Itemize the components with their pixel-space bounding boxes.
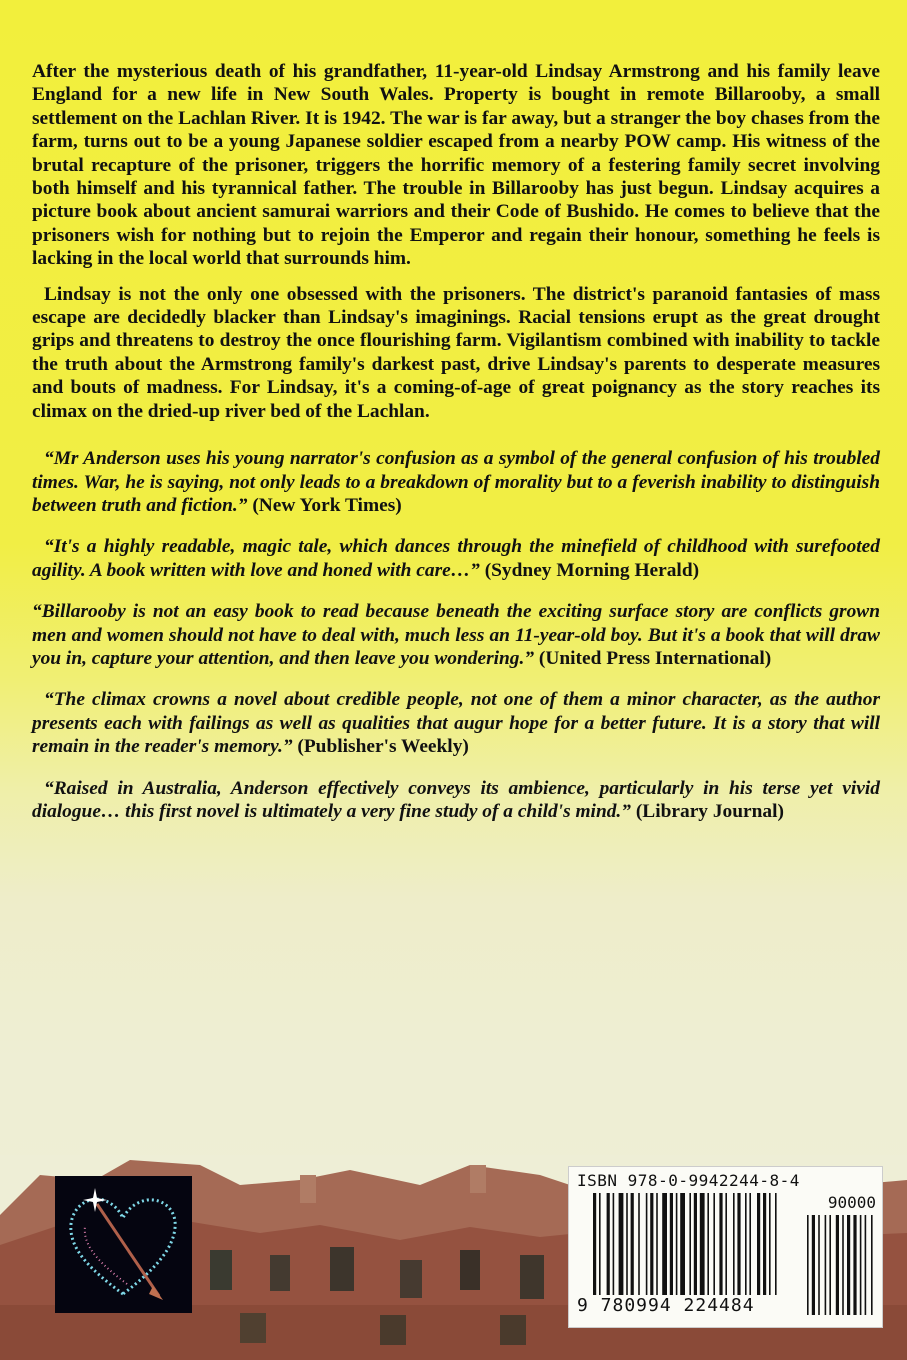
- barcode-bar: [719, 1193, 722, 1295]
- barcode-bar: [680, 1193, 685, 1295]
- barcode-bar: [619, 1193, 624, 1295]
- addon-bar: [871, 1215, 873, 1315]
- review-sydney-morning-herald: [32, 535, 880, 582]
- review-quote: “The climax crowns a novel about credible people, not one of them a minor character, as the author presents each with failings as well as qualities that augur hope for a better future. It is a story that will remain in the reader's memory.”: [32, 689, 880, 758]
- barcode-bar: [749, 1193, 751, 1295]
- barcode-bar: [631, 1193, 634, 1295]
- barcode-bar: [656, 1193, 658, 1295]
- barcode-bar: [638, 1193, 640, 1295]
- blurb-paragraph-1: After the mysterious death of his grandfather, 11-year-old Lindsay Armstrong and his family leave England for a new life in New South Wales. Property is bought in remote Billarooby, a small settlement on the Lachlan River. It is 1942. The war is far away, but a stranger the boy chases from the farm, turns out to be a young Japanese soldier escaped from a nearby POW camp. His witness of the brutal recapture of the prisoner, triggers the horrific memory of a festering family secret involving both himself and his tyrannical father. The trouble in Billarooby has just begun. Lindsay acquires a picture book about ancient samurai warriors and their Code of Bushido. He comes to believe that the prisoners wish for nothing but to rejoin the Emperor and regain their honour, something he feels is lacking in the local world that surrounds him.: [32, 61, 880, 270]
- addon-bar: [829, 1215, 831, 1315]
- barcode-bar: [613, 1193, 615, 1295]
- barcode-bar: [646, 1193, 648, 1295]
- back-cover-text: [32, 60, 880, 823]
- barcode-bar: [670, 1193, 673, 1295]
- barcode-bar: [775, 1193, 777, 1295]
- review-source: (Publisher's Weekly): [297, 736, 469, 758]
- addon-bar: [842, 1215, 844, 1315]
- barcode-bar: [626, 1193, 628, 1295]
- barcode-bar: [769, 1193, 771, 1295]
- barcode-bar: [737, 1193, 740, 1295]
- addon-bar: [825, 1215, 827, 1315]
- review-source: (Sydney Morning Herald): [484, 559, 700, 581]
- barcode-bar: [607, 1193, 610, 1295]
- addon-bar: [847, 1215, 850, 1315]
- review-source: (Library Journal): [635, 800, 784, 822]
- addon-bar: [860, 1215, 862, 1315]
- addon-bar: [818, 1215, 820, 1315]
- barcode-bar: [650, 1193, 653, 1295]
- barcode-panel: [568, 1166, 883, 1328]
- ean-number: 9 780994 224484: [577, 1295, 755, 1316]
- addon-bar: [836, 1215, 839, 1315]
- review-quote: “Raised in Australia, Anderson effectively conveys its ambience, particularly in his terse yet vivid dialogue… this first novel is ultimately a very fine study of a child's mind.”: [32, 777, 880, 822]
- addon-bar: [865, 1215, 867, 1315]
- barcode-bar: [745, 1193, 747, 1295]
- review-quote: “It's a highly readable, magic tale, which dances through the minefield of childhood with surefooted agility. A book written with love and honed with care…”: [32, 536, 880, 581]
- heart-arrow-icon: [55, 1176, 192, 1313]
- review-source: (New York Times): [252, 494, 402, 516]
- review-publishers-weekly: [32, 688, 880, 758]
- isbn-label: ISBN 978-0-9942244-8-4: [577, 1171, 800, 1190]
- review-quote: “Billarooby is not an easy book to read because beneath the exciting surface story are conflicts grown men and women should not have to deal with, much less an 11-year-old boy. But it's a book that will draw you in, capture your attention, and then leave you wondering.”: [32, 601, 880, 669]
- review-united-press-international: [32, 600, 880, 670]
- barcode-bar: [599, 1193, 601, 1295]
- barcode-bar: [763, 1193, 766, 1295]
- barcode-bar: [662, 1193, 667, 1295]
- barcode-bar: [707, 1193, 709, 1295]
- review-quote: “Mr Anderson uses his young narrator's confusion as a symbol of the general confusion of his troubled times. War, he is saying, not only leads to a breakdown of morality but to a feverish inability to distinguish between truth and fiction.”: [32, 448, 880, 516]
- barcode-bar: [694, 1193, 697, 1295]
- barcode-bar: [593, 1193, 596, 1295]
- publisher-logo: [55, 1176, 192, 1313]
- addon-bar: [812, 1215, 815, 1315]
- review-source: (United Press International): [538, 647, 772, 669]
- barcode-bar: [700, 1193, 705, 1295]
- addon-bar: [853, 1215, 856, 1315]
- review-library-journal: [32, 777, 880, 824]
- barcode-bar: [676, 1193, 678, 1295]
- price-addon-number: 90000: [827, 1193, 876, 1212]
- barcode-bar: [725, 1193, 727, 1295]
- barcode-bar: [757, 1193, 760, 1295]
- barcode-bar: [733, 1193, 735, 1295]
- review-new-york-times: [32, 447, 880, 517]
- blurb-paragraph-2: Lindsay is not the only one obsessed with the prisoners. The district's paranoid fantasies of mass escape are decidedly blacker than Lindsay's imaginings. Racial tensions erupt as the great drought grips and threatens to destroy the once flourishing farm. Vigilantism combined with inability to tackle the truth about the Armstrong family's darkest past, drive Lindsay's parents to desperate measures and bouts of madness. For Lindsay, it's a coming-of-age of great poignancy as the story reaches its climax on the dried-up river bed of the Lachlan.: [32, 283, 880, 422]
- addon-bar: [807, 1215, 809, 1315]
- barcode-bar: [713, 1193, 715, 1295]
- barcode-bar: [689, 1193, 691, 1295]
